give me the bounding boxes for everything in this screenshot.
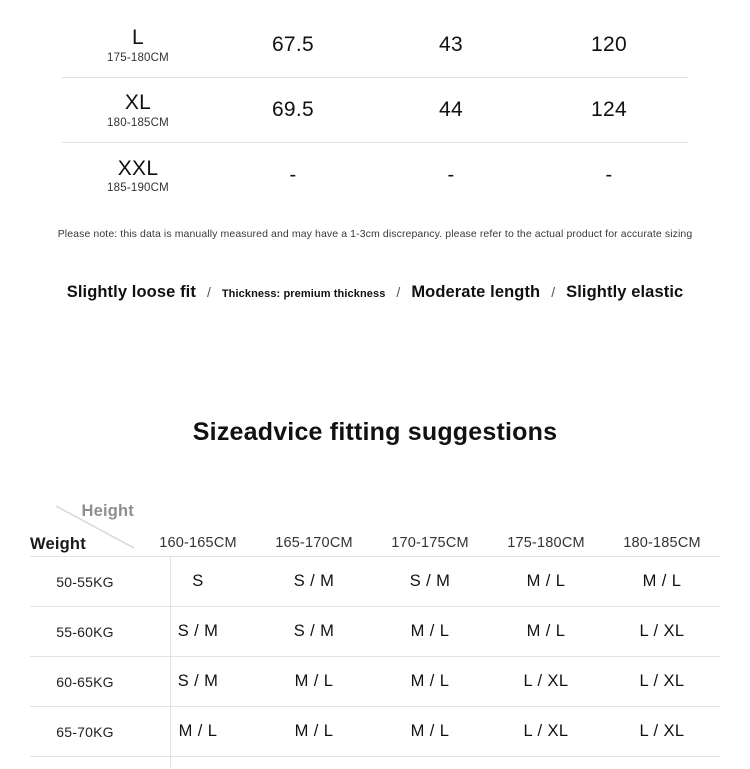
measurement-value: 120: [591, 33, 627, 56]
recommended-size: M / L: [642, 572, 682, 590]
attribute-separator: /: [551, 284, 556, 300]
table-row: [62, 78, 688, 143]
size-height-range: 175-180CM: [107, 51, 169, 64]
attribute-elasticity: Slightly elastic: [566, 283, 684, 301]
size-cell: [62, 26, 214, 63]
table-row: [30, 606, 720, 656]
axis-label-height: Height: [81, 502, 134, 520]
garment-attributes: [0, 283, 750, 302]
recommended-size: M / L: [410, 672, 450, 690]
attribute-fit: Slightly loose fit: [66, 283, 196, 301]
column-header-height: 175-180CM: [507, 535, 585, 551]
size-cell: [62, 91, 214, 128]
recommended-size: L / XL: [523, 672, 569, 690]
size-height-range: 180-185CM: [107, 116, 169, 129]
measurement-value: -: [605, 164, 613, 186]
axis-corner-cell: [30, 498, 140, 556]
recommended-size: M / L: [410, 722, 450, 740]
recommended-size: M / L: [294, 722, 334, 740]
recommended-size: L / XL: [523, 722, 569, 740]
recommended-size: S: [192, 572, 204, 590]
recommended-size: M / L: [294, 672, 334, 690]
measurement-value: -: [447, 164, 455, 186]
column-header-height: 160-165CM: [159, 535, 237, 551]
recommended-size: L / XL: [639, 672, 685, 690]
attribute-separator: /: [206, 284, 211, 300]
table-row: [30, 556, 720, 606]
measurement-value: -: [289, 164, 297, 186]
measurement-disclaimer: Please note: this data is manually measured and may have a 1-3cm discrepancy. please refer to the actual product for accurate sizing: [57, 228, 693, 240]
table-row-clipped: [62, 0, 688, 13]
measurement-value: 44: [439, 98, 463, 121]
axis-label-weight: Weight: [30, 535, 86, 553]
page-title: Sizeadvice fitting suggestions: [192, 418, 558, 446]
measurement-value: 67.5: [271, 33, 315, 56]
row-header-weight: 65-70KG: [56, 723, 114, 740]
recommended-size: M / L: [410, 622, 450, 640]
table-row: [62, 143, 688, 208]
row-header-weight: 60-65KG: [56, 673, 114, 690]
size-advice-table: [30, 498, 720, 769]
recommended-size: S / M: [177, 672, 219, 690]
column-header-height: 165-170CM: [275, 535, 353, 551]
measurement-value: 43: [439, 33, 463, 56]
measurement-value: 124: [591, 98, 627, 121]
row-header-weight: 50-55KG: [56, 573, 114, 590]
table-row: [30, 706, 720, 756]
advice-table-header: [30, 498, 720, 556]
size-label: XL: [124, 91, 152, 115]
recommended-size: S / M: [293, 622, 335, 640]
attribute-thickness: Thickness: premium thickness: [221, 288, 386, 300]
row-header-weight: 55-60KG: [56, 623, 114, 640]
attribute-separator: /: [396, 284, 401, 300]
column-header-height: 170-175CM: [391, 535, 469, 551]
column-divider: [170, 556, 171, 768]
recommended-size: M / L: [178, 722, 218, 740]
size-label: XXL: [117, 156, 159, 180]
recommended-size: S / M: [177, 622, 219, 640]
recommended-size: L / XL: [639, 622, 685, 640]
table-row: [30, 656, 720, 706]
size-label: L: [132, 26, 144, 50]
recommended-size: S / M: [293, 572, 335, 590]
size-height-range: 185-190CM: [107, 182, 169, 195]
table-row-clipped: [30, 756, 720, 769]
measurement-value: 69.5: [271, 98, 315, 121]
recommended-size: M / L: [526, 572, 566, 590]
recommended-size: L / XL: [639, 722, 685, 740]
recommended-size: S / M: [409, 572, 451, 590]
attribute-length: Moderate length: [411, 283, 541, 301]
size-cell: [62, 157, 214, 194]
recommended-size: M / L: [526, 622, 566, 640]
size-chart-table: [62, 0, 688, 208]
table-row: [62, 13, 688, 78]
column-header-height: 180-185CM: [623, 535, 701, 551]
